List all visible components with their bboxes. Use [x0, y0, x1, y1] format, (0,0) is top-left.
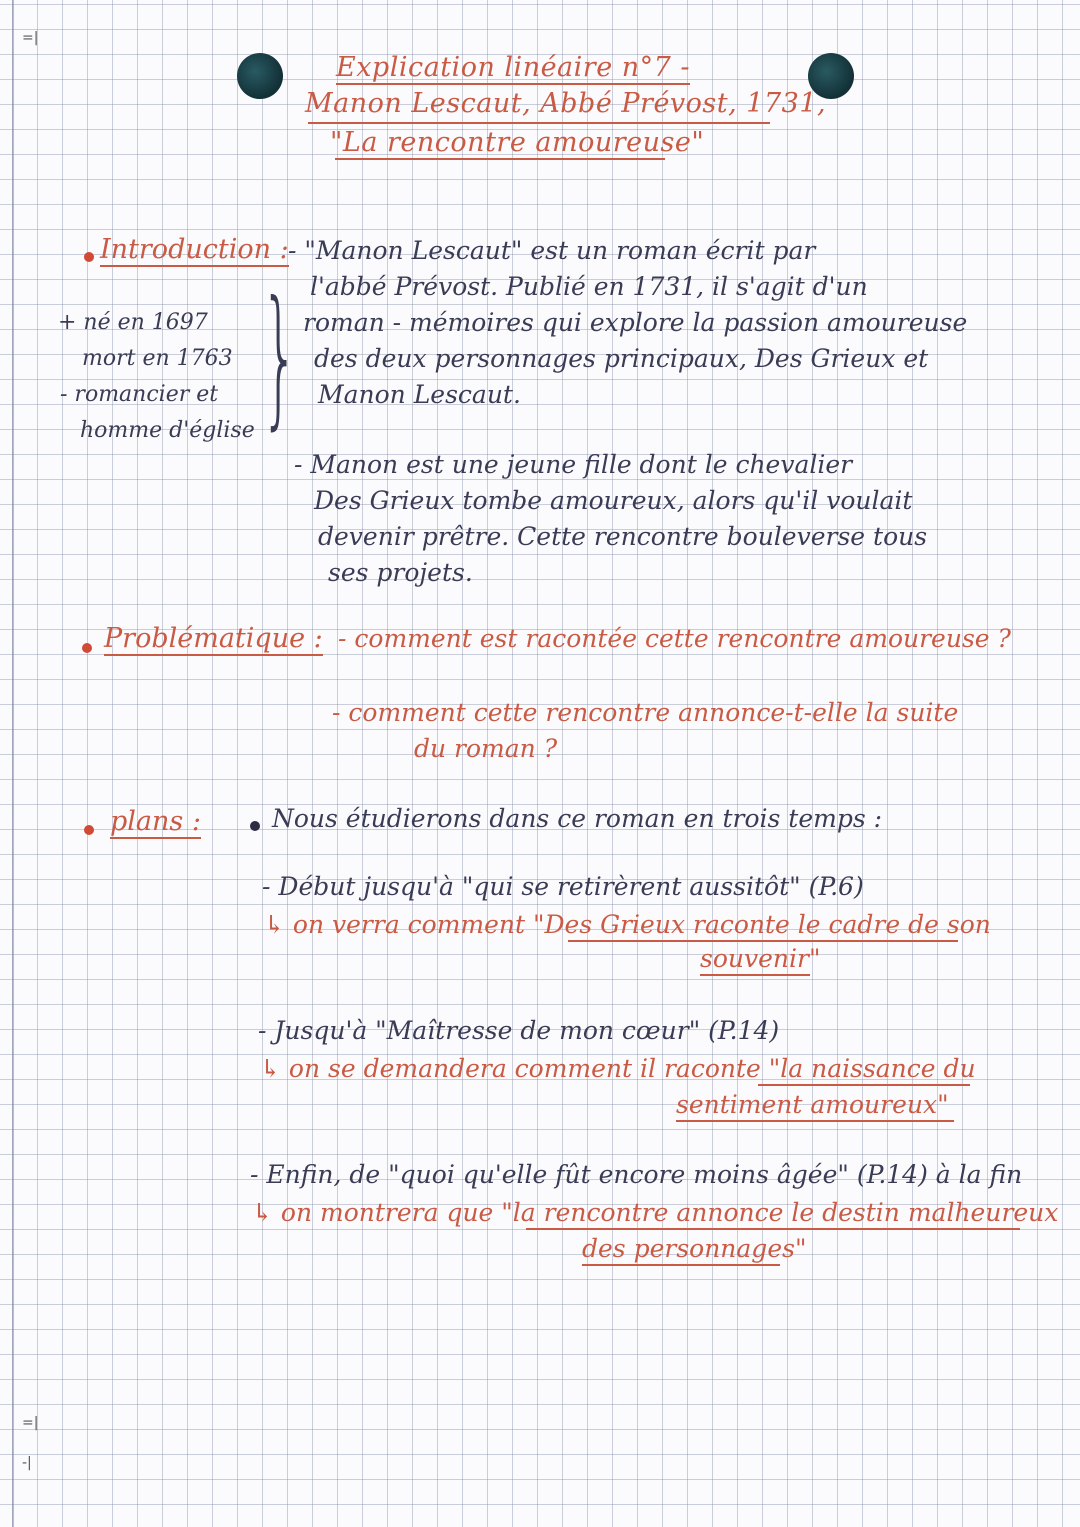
- bullet-dot: [82, 643, 92, 653]
- problematique-question-1: - comment est racontée cette rencontre amoureuse ?: [338, 624, 1011, 653]
- side-note-brace: }: [260, 270, 299, 444]
- plans-intro: Nous étudierons dans ce roman en trois temps :: [272, 804, 883, 833]
- intro-p1-line: Manon Lescaut.: [318, 380, 521, 409]
- edge-mark-bottom: -|: [22, 1455, 32, 1471]
- intro-p2-line: devenir prêtre. Cette rencontre bouleverse tous: [318, 522, 928, 551]
- plan-3-underline-end: [582, 1264, 780, 1266]
- edge-mark-top: =|: [22, 30, 39, 46]
- plan-2-underline-end: [676, 1120, 954, 1122]
- intro-p2-line: ses projets.: [328, 558, 473, 587]
- plan-1-text: ↳ on verra comment "Des Grieux raconte le cadre de son: [264, 910, 991, 939]
- title-line-3: "La rencontre amoureuse": [330, 127, 705, 158]
- title-underline-2: [308, 122, 770, 124]
- edge-mark-lower: =|: [22, 1415, 39, 1431]
- intro-p1-line: roman - mémoires qui explore la passion amoureuse: [303, 308, 968, 337]
- side-note-line: homme d'église: [80, 418, 255, 443]
- plan-2-text-end: sentiment amoureux": [676, 1090, 949, 1119]
- problematique-question-2a: - comment cette rencontre annonce-t-elle la suite: [332, 698, 959, 727]
- side-note-line: + né en 1697: [58, 310, 208, 335]
- bullet-dot: [84, 252, 94, 262]
- plan-3-text: ↳ on montrera que "la rencontre annonce le destin malheureux: [252, 1198, 1059, 1227]
- side-note-line: - romancier et: [60, 382, 219, 407]
- plan-1-text-end: souvenir": [700, 944, 821, 973]
- side-note-line: mort en 1763: [82, 346, 233, 371]
- plan-1-range: - Début jusqu'à "qui se retirèrent aussitôt" (P.6): [262, 872, 864, 901]
- title-line-2: Manon Lescaut, Abbé Prévost, 1731,: [305, 88, 827, 119]
- plan-1-underline-end: [700, 974, 810, 976]
- intro-heading: Introduction :: [100, 234, 289, 265]
- title-line-1: Explication linéaire n°7 -: [336, 52, 691, 83]
- plan-2-underline: [758, 1084, 970, 1086]
- intro-p1-line: l'abbé Prévost. Publié en 1731, il s'agit d'un: [310, 272, 868, 301]
- margin-line: [12, 0, 14, 1527]
- plan-3-range: - Enfin, de "quoi qu'elle fût encore moins âgée" (P.14) à la fin: [250, 1160, 1023, 1189]
- intro-p2-line: Des Grieux tombe amoureux, alors qu'il voulait: [314, 486, 913, 515]
- title-underline-3: [335, 158, 665, 160]
- plan-3-text-end: des personnages": [582, 1234, 807, 1263]
- intro-p2-line: - Manon est une jeune fille dont le chevalier: [294, 450, 853, 479]
- intro-p1-line: - "Manon Lescaut" est un roman écrit par: [288, 236, 816, 265]
- bullet-dot: [250, 821, 260, 831]
- intro-p1-line: des deux personnages principaux, Des Grieux et: [314, 344, 929, 373]
- problematique-heading: Problématique :: [104, 623, 323, 654]
- plan-2-text: ↳ on se demandera comment il raconte "la naissance du: [260, 1054, 976, 1083]
- plan-2-range: - Jusqu'à "Maîtresse de mon cœur" (P.14): [258, 1016, 780, 1045]
- bullet-dot: [84, 825, 94, 835]
- problematique-question-2b: du roman ?: [414, 734, 558, 763]
- plans-heading: plans :: [110, 806, 201, 837]
- plan-1-underline: [568, 940, 958, 942]
- punch-hole-left: [237, 53, 283, 99]
- plan-3-underline: [526, 1228, 1020, 1230]
